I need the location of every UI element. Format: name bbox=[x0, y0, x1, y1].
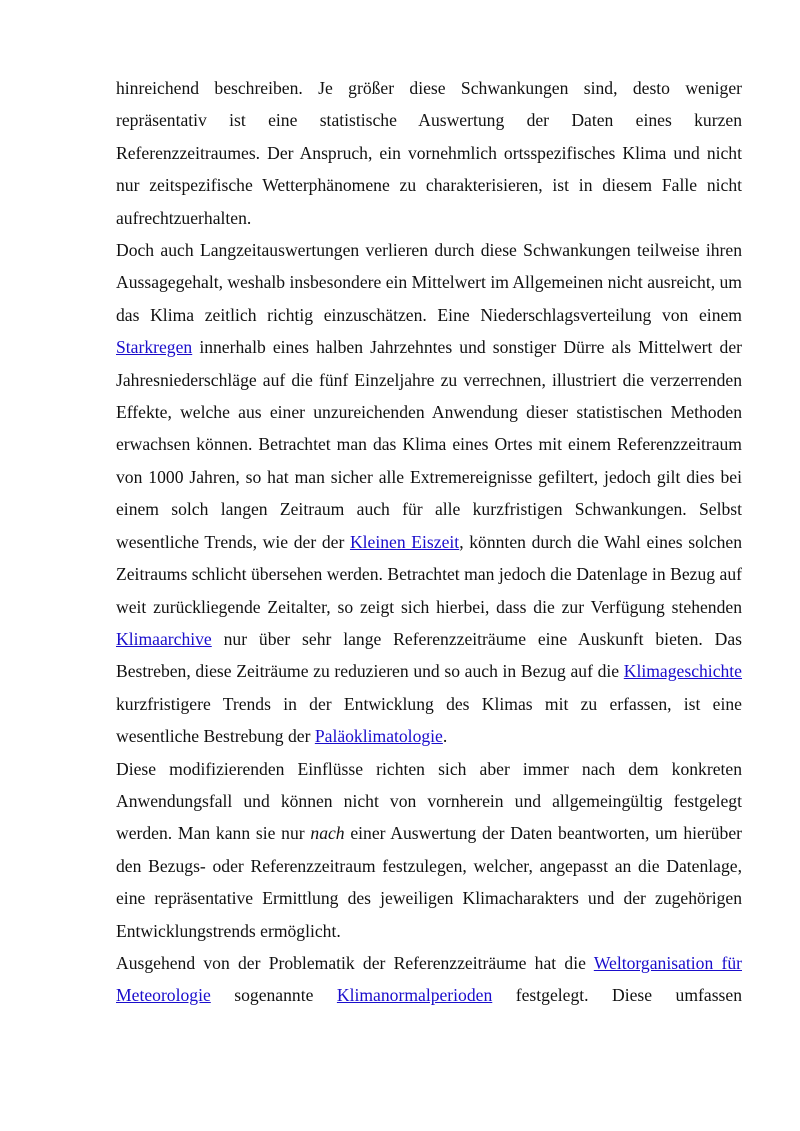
paragraph-3-text-1: Diese modifizierenden Einflüsse richten sich aber immer nach dem konkreten Anwendungsfall und können nicht von vornherein und allgemeingültig festgelegt werden. Man kann sie nur bbox=[116, 758, 742, 844]
paragraph-2-text-5: kurzfristigere Trends in der Entwicklung des Klimas mit zu erfassen, ist eine wesentliche Bestrebung der bbox=[116, 693, 742, 747]
link-starkregen[interactable]: Starkregen bbox=[116, 337, 193, 358]
paragraph-2-text-2: innerhalb eines halben Jahrzehntes und sonstiger Dürre als Mittelwert der Jahresniederschläge auf die fünf Einzeljahre zu verrechnen, illustriert die verzerrenden Effekte, welche aus einer unzureichenden Anwendung dieser statistischen Methoden erwachsen können. Betrachtet man das Klima eines Ortes mit einem Referenzzeitraum von 1000 Jahren, so hat man sicher alle Extremereignisse gefiltert, jedoch gilt dies bei einem solch langen Zeitraum auch für alle kurzfristigen Schwankungen. Selbst wesentliche Trends, wie der der bbox=[116, 337, 742, 552]
paragraph-1-text: hinreichend beschreiben. Je größer diese Schwankungen sind, desto weniger repräsentativ ist eine statistische Auswertung der Daten eines kurzen Referenzzeitraumes. Der Anspruch, ein vornehmlich ortsspezifisches Klima und nicht nur zeitspezifische Wetterphänomene zu charakterisieren, ist in diesem Falle nicht aufrechtzuerhalten. bbox=[116, 78, 742, 228]
paragraph-4-text-3: festgelegt. Diese umfassen bbox=[492, 985, 742, 1006]
paragraph-3-text-2: einer Auswertung der Daten beantworten, um hierüber den Bezugs- oder Referenzzeitraum festzulegen, welcher, angepasst an die Datenlage, eine repräsentative Ermittlung des jeweiligen Klimacharakters und der zugehörigen Entwicklungstrends ermöglicht. bbox=[116, 823, 742, 941]
paragraph-1 bbox=[116, 72, 742, 234]
link-klimaarchive[interactable]: Klimaarchive bbox=[116, 628, 212, 649]
emphasis-nach: nach bbox=[310, 823, 345, 844]
paragraph-4-text-1: Ausgehend von der Problematik der Referenzzeiträume hat die bbox=[116, 952, 594, 973]
paragraph-4-text-2: sogenannte bbox=[210, 985, 337, 1006]
paragraph-2-text-1: Doch auch Langzeitauswertungen verlieren durch diese Schwankungen teilweise ihren Aussagegehalt, weshalb insbesondere ein Mittelwert im Allgemeinen nicht ausreicht, um das Klima zeitlich richtig einzuschätzen. Eine Niederschlagsverteilung von einem bbox=[116, 240, 742, 325]
paragraph-3 bbox=[116, 753, 742, 947]
paragraph-2-text-4: nur über sehr lange Referenzzeiträume eine Auskunft bieten. Das Bestreben, diese Zeiträume zu reduzieren und so auch in Bezug auf die bbox=[116, 628, 742, 682]
paragraph-2 bbox=[116, 234, 742, 753]
body-text bbox=[116, 72, 742, 1012]
link-klimanormalperioden[interactable]: Klimanormalperioden bbox=[336, 985, 493, 1006]
paragraph-4 bbox=[116, 947, 742, 1012]
paragraph-2-text-6: . bbox=[442, 726, 448, 747]
link-klimageschichte[interactable]: Klimageschichte bbox=[623, 661, 742, 682]
link-palaeoklimatologie[interactable]: Paläoklimatologie bbox=[314, 726, 443, 747]
link-weltorganisation-fuer-meteorologie[interactable]: Weltorganisation für Meteorologie bbox=[116, 952, 742, 1006]
paragraph-2-text-3: , könnten durch die Wahl eines solchen Zeitraums schlicht übersehen werden. Betrachtet man jedoch die Datenlage in Bezug auf weit zurückliegende Zeitalter, so zeigt sich hierbei, dass die zur Verfügung stehenden bbox=[116, 531, 742, 617]
link-kleinen-eiszeit[interactable]: Kleinen Eiszeit bbox=[349, 531, 460, 552]
